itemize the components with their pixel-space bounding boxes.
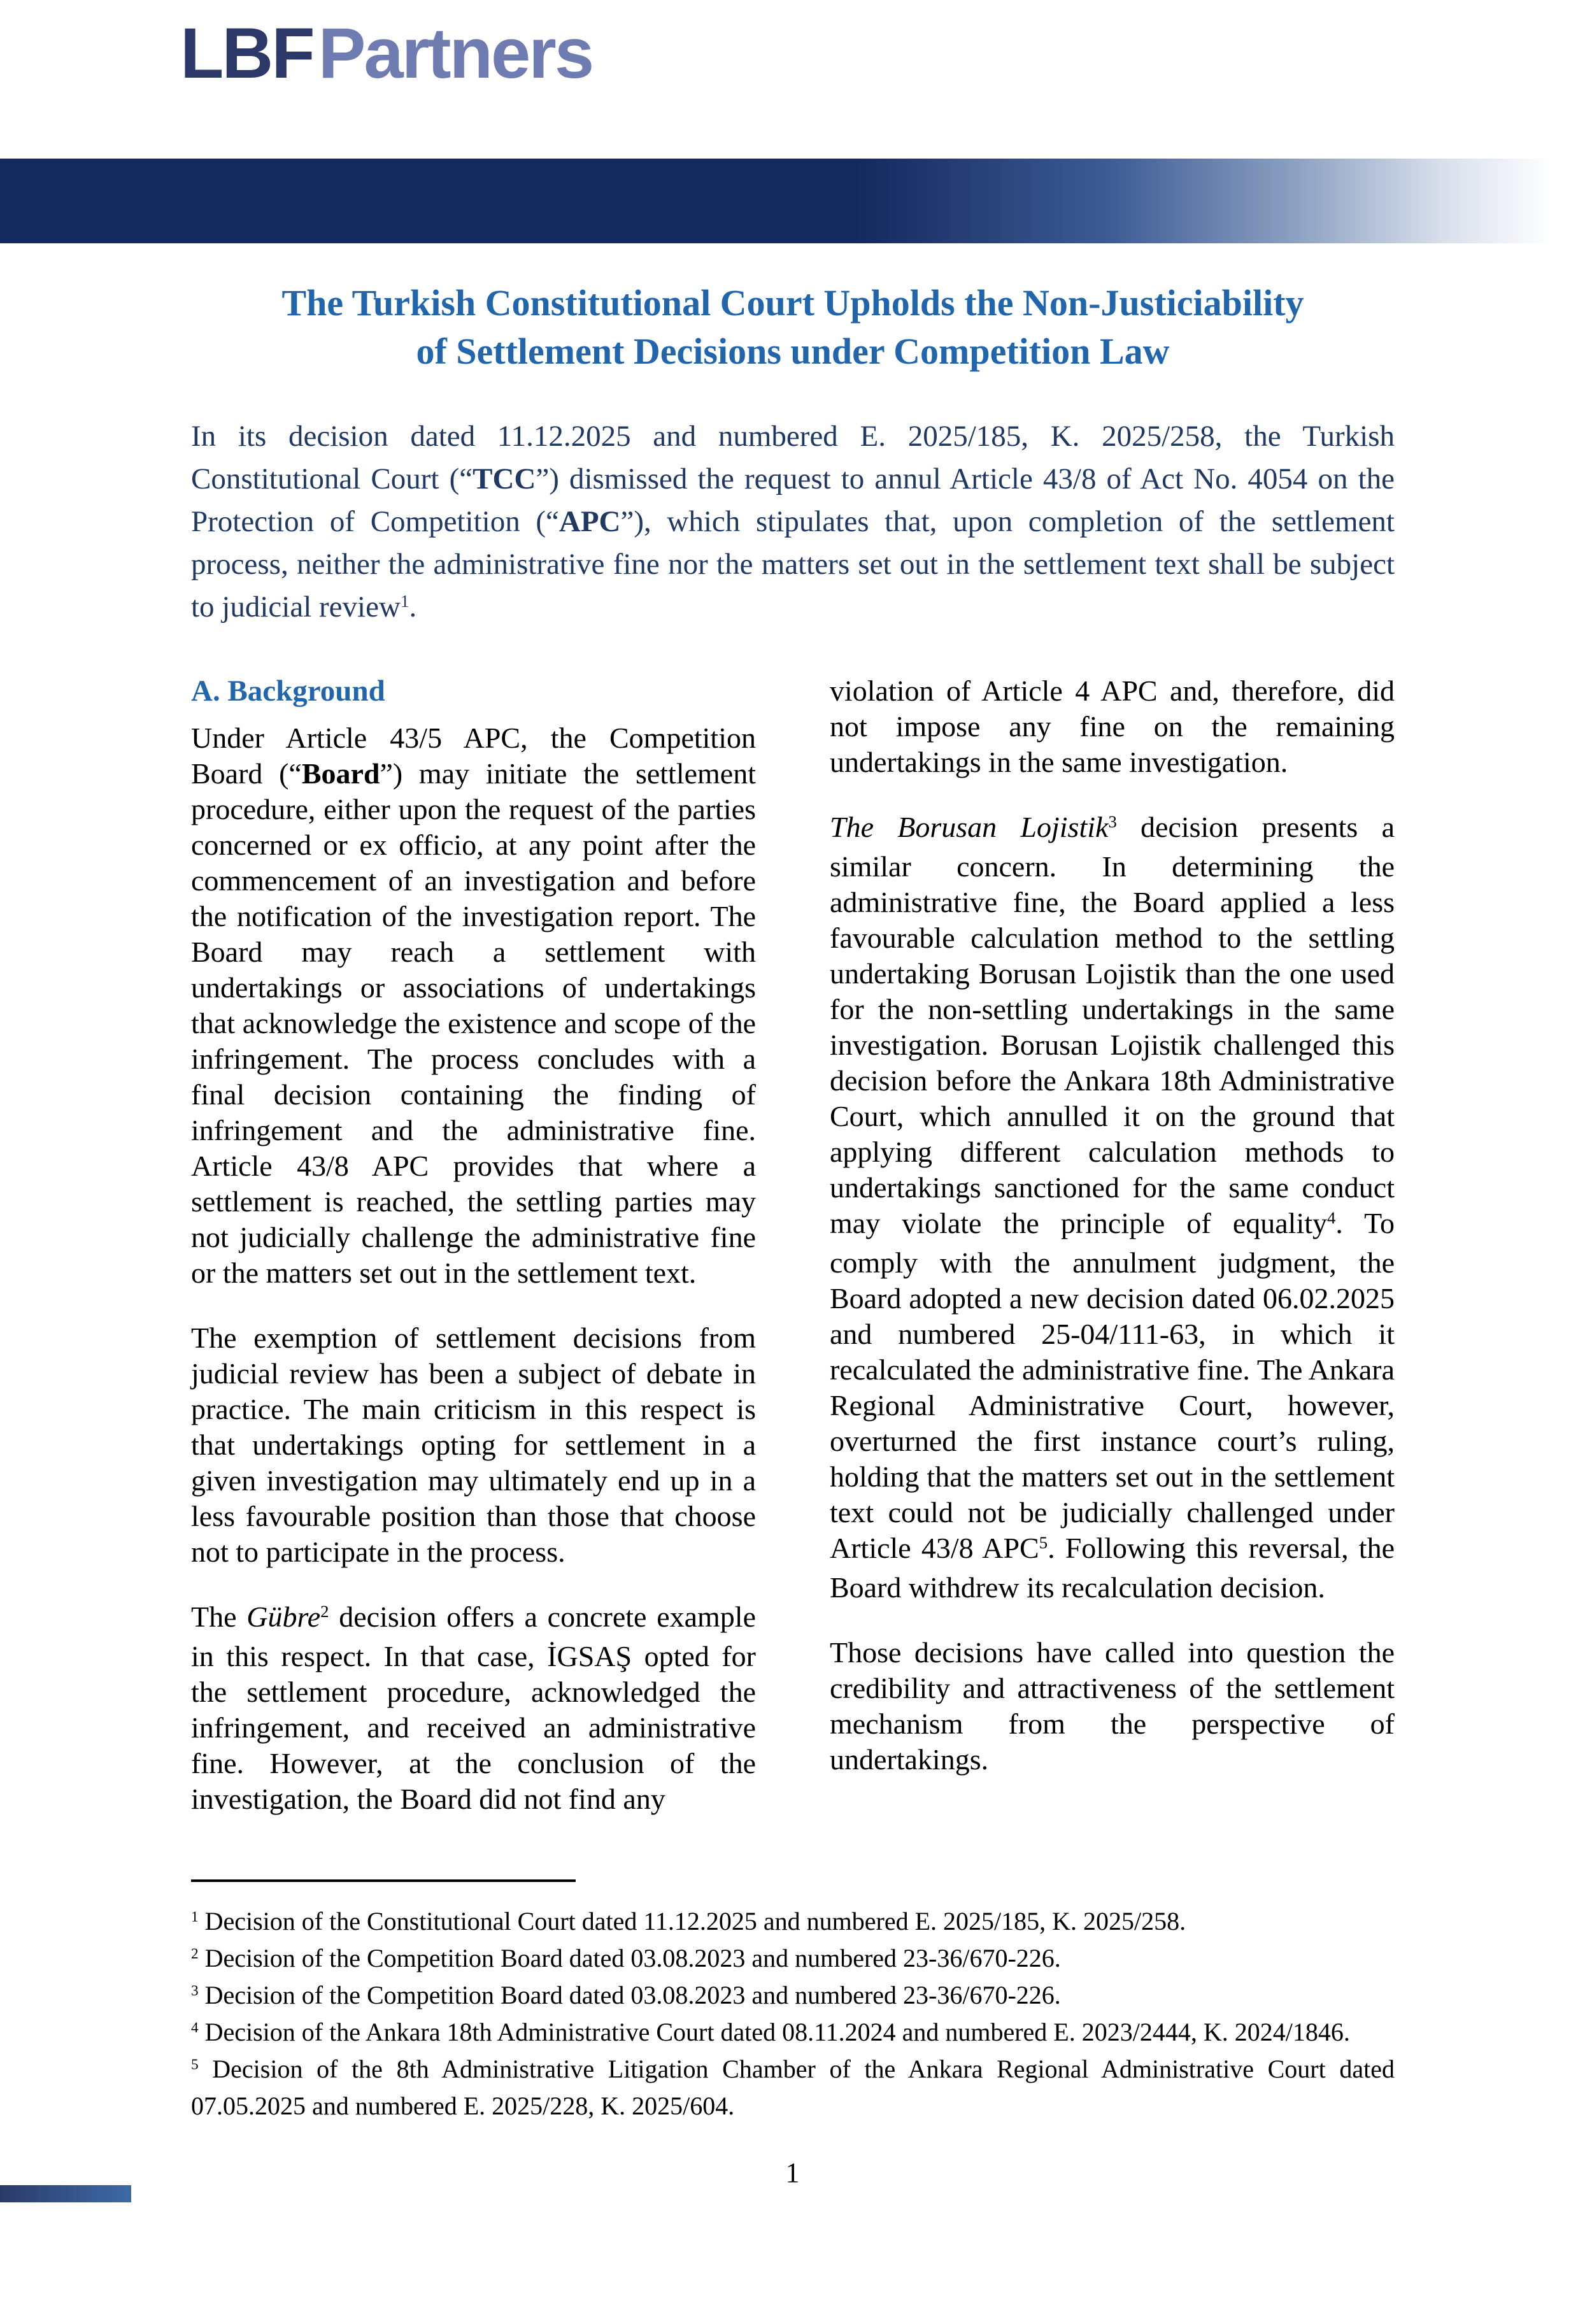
left-paragraph-1: Under Article 43/5 APC, the Competition Board (“Board”) may initiate the settlement procedure, either upon the request of the parties concerned or ex officio, at any point after the commencement of an investigation and before the notification of the investigation report. The Board may reach a settlement with undertakings or associations of undertakings that acknowledge the existence and scope of the infringement. The process concludes with a final decision containing the finding of infringement and the administrative fine. Article 43/8 APC provides that where a settlement is reached, the settling parties may not judicially challenge the administrative fine or the matters set out in the settlement text.	[191, 722, 757, 1289]
right-paragraph-2: The Borusan Lojistik$^3$ decision presents a similar concern. In determining the administrative fine, the Board applied a less favourable calculation method to the settling undertaking Borusan Lojistik than the one used for the non-settling undertakings in the same investigation. Borusan Lojistik challenged this decision before the Ankara 18th Administrative Court, which annulled it on the ground that applying different calculation methods to undertakings sanctioned for the same conduct may violate the principle of equality$^4$. To comply with the annulment judgment, the Board adopted a new decision dated 06.02.2025 and numbered 25-04/111-63, in which it recalculated the administrative fine. The Ankara Regional Administrative Court, however, overturned the first instance court’s ruling, holding that the matters set out in the settlement text could not be judicially challenged under Article 43/8 APC$^5$. Following this reversal, the Board withdrew its recalculation decision.	[830, 811, 1395, 1604]
logo-text-lbf: LBF	[180, 13, 313, 93]
footnote-number: 4	[191, 2020, 199, 2037]
section-heading-background: A. Background	[191, 674, 385, 708]
two-column-layout	[191, 673, 1395, 1846]
header-bar	[0, 159, 1585, 243]
footnote-number: 1	[191, 1909, 199, 1926]
footnote-text: Decision of the Constitutional Court dated 11.12.2025 and numbered E. 2025/185, K. 2025/258.	[198, 1907, 1186, 1935]
footnote-number: 2	[191, 1946, 199, 1963]
footnote-text: Decision of the 8th Administrative Litigation Chamber of the Ankara Regional Administrative Court dated 07.05.2025 and numbered E. 2025/228, K. 2025/604.	[191, 2055, 1395, 2120]
right-paragraph-3: Those decisions have called into question the credibility and attractiveness of the settlement mechanism from the perspective of undertakings.	[830, 1636, 1395, 1776]
footnote-text: Decision of the Competition Board dated 03.08.2023 and numbered 23-36/670-226.	[198, 1981, 1061, 2009]
footnote-4	[191, 2016, 1395, 2053]
title-line-1: The Turkish Constitutional Court Upholds the Non-Justiciability	[281, 282, 1304, 324]
company-logo	[180, 13, 593, 93]
footnote-number: 3	[191, 1983, 199, 2000]
footnote-3	[191, 1979, 1395, 2016]
left-paragraph-3: The Gübre$^2$ decision offers a concrete example in this respect. In that case, İGSAŞ opted for the settlement procedure, acknowledged the infringement, and received an administrative fine. However, at the conclusion of the investigation, the Board did not find any	[191, 1600, 757, 1815]
footnote-5	[191, 2053, 1395, 2123]
footnote-text: Decision of the Ankara 18th Administrative Court dated 08.11.2024 and numbered E. 2023/2444, K. 2024/1846.	[198, 2018, 1350, 2046]
footnote-number: 5	[191, 2057, 199, 2074]
intro-paragraph: In its decision dated 11.12.2025 and numbered E. 2025/185, K. 2025/258, the Turkish Constitutional Court (“TCC”) dismissed the request to annul Article 43/8 of Act No. 4054 on the Protection of Competition (“APC”), which stipulates that, upon completion of the settlement process, neither the administrative fine nor the matters set out in the settlement text shall be subject to judicial review$^1$.	[191, 420, 1395, 624]
footnote-separator	[191, 1879, 576, 1882]
title-line-2: of Settlement Decisions under Competition Law	[416, 331, 1170, 372]
left-paragraph-2: The exemption of settlement decisions from judicial review has been a subject of debate in practice. The main criticism in this respect is that undertakings opting for settlement in a given investigation may ultimately end up in a less favourable position than those that choose not to participate in the process.	[191, 1322, 756, 1568]
page-number: 1	[785, 2157, 800, 2188]
article-content	[191, 279, 1395, 2123]
footer-bar	[0, 2185, 131, 2202]
footnote-text: Decision of the Competition Board dated 03.08.2023 and numbered 23-36/670-226.	[198, 1944, 1061, 1972]
footnotes	[191, 1879, 1395, 2123]
article-title	[191, 279, 1395, 376]
logo-text-partners: Partners	[318, 13, 593, 93]
footnote-2	[191, 1942, 1395, 1979]
left-column	[191, 673, 756, 1846]
footnote-1	[191, 1905, 1395, 1942]
right-column	[830, 673, 1395, 1846]
right-paragraph-1: violation of Article 4 APC and, therefore, did not impose any fine on the remaining undertakings in the same investigation.	[830, 674, 1395, 778]
